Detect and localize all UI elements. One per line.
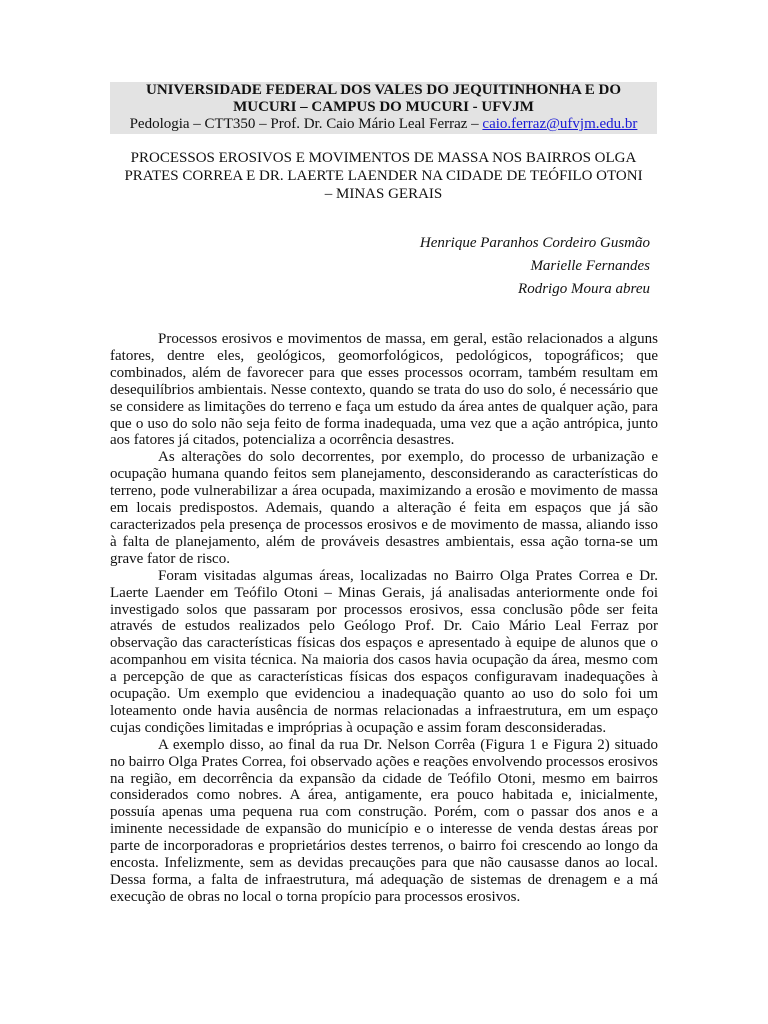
email-link[interactable]: caio.ferraz@ufvjm.edu.br: [482, 116, 638, 132]
body-paragraph: A exemplo disso, ao final da rua Dr. Nelson Corrêa (Figura 1 e Figura 2) situado no bairro Olga Prates Correa, foi observado ações e reações envolvendo processos erosivos na região, em decorrência da expansão da cidade de Teófilo Otoni, mesmo em bairros considerados como nobres. A área, antigamente, era pouco habitada e, inicialmente, possuía apenas uma pequena rua com construção. Porém, com o passar dos anos e a iminente necessidade de expansão do município e o interesse de venda destas áreas por parte de incorporadoras e proprietários destes terrenos, o bairro foi crescendo ao longo da encosta. Infelizmente, sem as devidas precauções para que não causasse danos ao local. Dessa forma, a falta de infraestrutura, má adequação de sistemas de drenagem e a má execução de obras no local o torna propício para processos erosivos.: [110, 736, 658, 905]
course-info: Pedologia – CTT350 – Prof. Dr. Caio Mário Leal Ferraz –: [129, 116, 483, 132]
document-title: [110, 149, 657, 203]
body-text: [110, 331, 658, 906]
university-name-line2: MUCURI – CAMPUS DO MUCURI - UFVJM: [233, 99, 534, 115]
author-name: Marielle Fernandes: [530, 258, 650, 274]
author-list: [420, 232, 650, 301]
author-name: Henrique Paranhos Cordeiro Gusmão: [419, 235, 650, 251]
institution-header: [110, 82, 657, 134]
body-paragraph: As alterações do solo decorrentes, por exemplo, do processo de urbanização e ocupação humana quando feitos sem planejamento, desconsiderando as características do terreno, pode vulnerabilizar a área ocupada, maximizando a erosão e movimento de massa em locais predispostos. Ademais, quando a alteração é feita em espaços que já são caracterizados pela presença de processos erosivos e de movimento de massa, aliando isso à falta de planejamento, além de prováveis desastres ambientais, essa ação torna-se um grave fator de risco.: [110, 449, 658, 567]
course-line: [110, 116, 657, 133]
author-name: Rodrigo Moura abreu: [518, 281, 650, 297]
title-line1: PROCESSOS EROSIVOS E MOVIMENTOS DE MASSA NOS BAIRROS OLGA: [130, 150, 637, 166]
title-line3: – MINAS GERAIS: [324, 186, 443, 202]
title-line2: PRATES CORREA E DR. LAERTE LAENDER NA CIDADE DE TEÓFILO OTONI: [124, 168, 643, 184]
body-paragraph: Processos erosivos e movimentos de massa, em geral, estão relacionados a alguns fatores, dentre eles, geológicos, geomorfológicos, pedológicos, topográficos; que combinados, além de favorecer para que esses processos ocorram, também resultam em desequilíbrios ambientais. Nesse contexto, quando se trata do uso do solo, é necessário que se considere as limitações do terreno e faça um estudo da área antes de qualquer ação, para que o uso do solo não seja feito de forma inadequada, uma vez que a ação antrópica, junto aos fatores já citados, potencializa a ocorrência desastres.: [110, 331, 658, 449]
body-paragraph: Foram visitadas algumas áreas, localizadas no Bairro Olga Prates Correa e Dr. Laerte Laender em Teófilo Otoni – Minas Gerais, já analisadas anteriormente onde foi investigado solos que passaram por processos erosivos, essa conclusão pôde ser feita através de estudos realizados pelo Geólogo Prof. Dr. Caio Mário Leal Ferraz por observação das características físicas dos espaços e apresentado à equipe de alunos que o acompanhou em visita técnica. Na maioria dos casos havia ocupação da área, mesmo com a percepção de que as características físicas dos espaços configuravam inadequações à ocupação. Um exemplo que evidenciou a inadequação quanto ao uso do solo foi um loteamento onde havia ausência de normas relacionadas a infraestrutura, em um espaço cujas condições limitadas e impróprias à ocupação e assim foram desconsideradas.: [110, 567, 658, 736]
university-name-line1: UNIVERSIDADE FEDERAL DOS VALES DO JEQUITINHONHA E DO: [146, 82, 621, 98]
